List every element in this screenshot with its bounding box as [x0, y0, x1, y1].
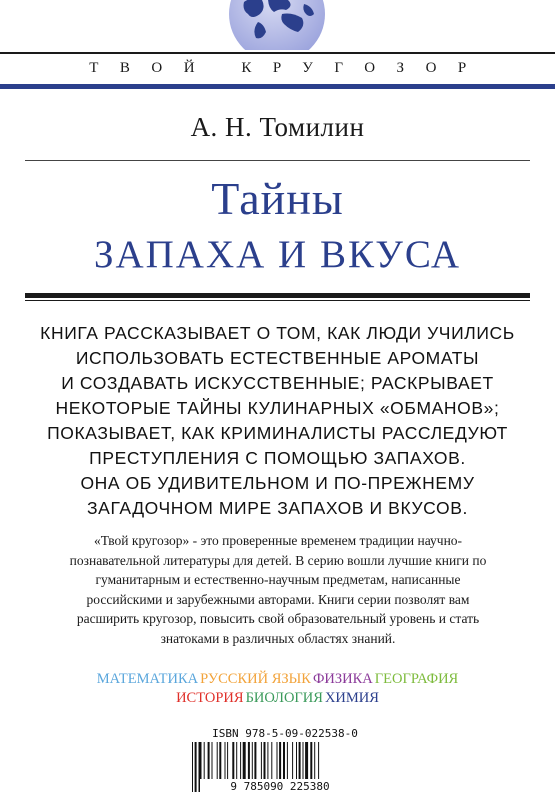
series-description [28, 531, 528, 648]
book-title-line2: ЗАПАХА И ВКУСА [93, 233, 462, 276]
subject-label: ГЕОГРАФИЯ [374, 671, 459, 687]
subject-label: ХИМИЯ [324, 690, 379, 706]
annotation-line: ПОКАЗЫВАЕТ, КАК КРИМИНАЛИСТЫ РАССЛЕДУЮТ [47, 423, 508, 443]
annotation-line: ПРЕСТУПЛЕНИЯ С ПОМОЩЬЮ ЗАПАХОВ. [89, 448, 466, 468]
subjects-row-1 [0, 671, 555, 688]
description-line: российскими и зарубежными авторами. Книги серии позволят вам [86, 591, 470, 607]
subject-label: ИСТОРИЯ [176, 690, 244, 706]
book-title-line1: Тайны [211, 173, 344, 224]
thick-divider [25, 293, 530, 298]
annotation-line: НЕКОТОРЫЕ ТАЙНЫ КУЛИНАРНЫХ «ОБМАНОВ»; [55, 398, 500, 418]
blue-rule [0, 84, 555, 89]
globe-logo [222, 0, 332, 50]
annotation-line: ИСПОЛЬЗОВАТЬ ЕСТЕСТВЕННЫЕ АРОМАТЫ [75, 348, 480, 368]
description-line: гуманитарным и естественно-научным предметам, написанные [95, 572, 461, 587]
series-name: ТВОЙ КРУГОЗОР [89, 59, 488, 76]
subject-label: МАТЕМАТИКА [96, 671, 199, 687]
subject-label: БИОЛОГИЯ [245, 690, 323, 706]
divider [25, 300, 530, 301]
subject-label: РУССКИЙ ЯЗЫК [200, 671, 311, 687]
description-line: расширить кругозор, повысить свой образовательный уровень и стать [76, 611, 480, 626]
description-line: знатоками в различных областях знаний. [160, 630, 396, 646]
subject-label: ФИЗИКА [312, 671, 373, 687]
isbn-text: ISBN 978-5-09-022538-0 [212, 727, 358, 740]
description-line: «Твой кругозор» - это проверенные временем традиции научно- [93, 533, 463, 548]
series-header [0, 52, 555, 82]
annotation-line: ЗАГАДОЧНОМ МИРЕ ЗАПАХОВ И ВКУСОВ. [87, 498, 468, 518]
annotation-line: ОНА ОБ УДИВИТЕЛЬНОМ И ПО-ПРЕЖНЕМУ [80, 473, 475, 493]
annotation-line: И СОЗДАВАТЬ ИСКУССТВЕННЫЕ; РАСКРЫВАЕТ [61, 373, 494, 393]
subjects-row-2 [0, 690, 555, 707]
annotation-line: КНИГА РАССКАЗЫВАЕТ О ТОМ, КАК ЛЮДИ УЧИЛИСЬ [40, 323, 515, 343]
divider [25, 160, 530, 161]
book-author: А. Н. Томилин [190, 112, 365, 142]
barcode-digits: 9 785090 225380 [230, 780, 330, 793]
description-line: познавательной литературы для детей. В серию вошли лучшие книги по [69, 552, 487, 568]
book-annotation [10, 321, 545, 521]
